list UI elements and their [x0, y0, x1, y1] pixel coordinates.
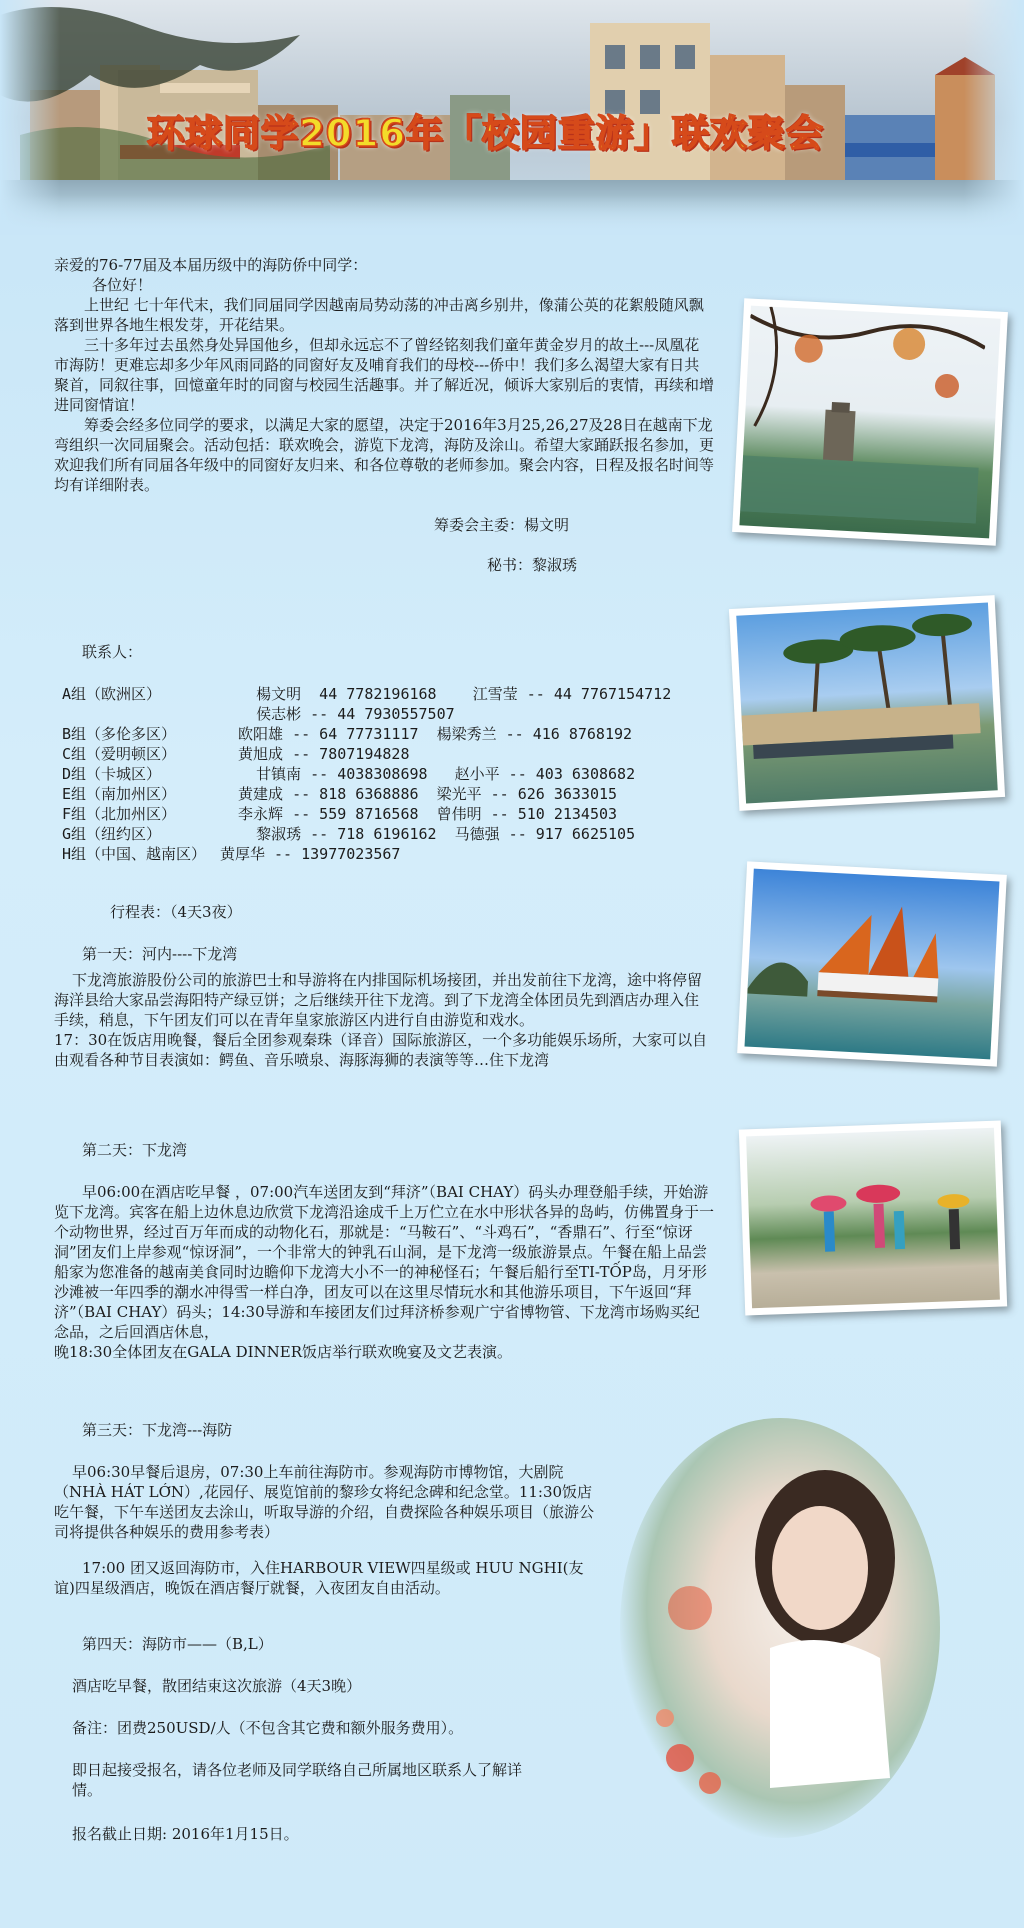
day-paragraph: 早06:00在酒店吃早餐 ，07:00汽车送团友到“拜济”（BAI CHAY）码头办理登船手续，开始游览下龙湾。宾客在船上边休息边欣赏下龙湾沿途成千上万伫立在水中形状各异的岛屿，仿佛置身于一个动物世界，经过百万年而成的动物化石，那就是：“马鞍石”、“斗鸡石”，“香鼎石”、行至“惊讶洞”团友们上岸参观“惊讶洞”，一个非常大的钟乳石山洞，是下龙湾一级旅游景点。午餐在船上品尝船家为您准备的越南美食同时边瞻仰下龙湾大小不一的神秘怪石；午餐后船行至TI-TỐP岛，月牙形沙滩被一年四季的潮水冲得雪一样白净，团友可以在这里尽情玩水和其他游乐项目，下午返回“拜济”（BAI CHAY）码头；14:30导游和车接团友们过拜济桥参观广宁省博物管、下龙湾市场购买纪念品，之后回酒店休息， [54, 1183, 715, 1341]
contact-row: H组（中国、越南区） 黄厚华 -- 13977023567 [62, 845, 401, 863]
day3-section [54, 1420, 599, 1598]
deadline-note: 报名截止日期: 2016年1月15日。 [72, 1825, 299, 1843]
day-title: 第一天：河内----下龙湾 [82, 945, 238, 963]
signup-note: 即日起接受报名，请各位老师及同学联络自己所属地区联系人了解详情。 [72, 1761, 523, 1799]
day1-section [54, 944, 709, 1070]
letter-paragraph: 筹委会经多位同学的要求，以满足大家的愿望，决定于2016年3月25,26,27及28日在越南下龙弯组织一次同届聚会。活动包括：联欢晚会，游览下龙湾，海防及涂山。希望大家踊跃报名参加，更欢迎我们所有同届各年级中的同窗好友归来、和各位尊敬的老师参加。聚会内容，日程及报名时间等均有详细附表。 [54, 416, 715, 494]
contact-row: B组（多伦多区） 欧阳雄 -- 64 77731117 楊梁秀兰 -- 416 8768192 [62, 725, 633, 743]
day-paragraph: 早06:30早餐后退房，07:30上车前往海防市。参观海防市博物馆，大剧院（NHÀ HÁT LỚN）,花园仔、展览馆前的黎珍女将纪念碑和纪念堂。11:30饭店吃午餐，下午车送团友去涂山，听取导游的介绍，自费探险各种娱乐项目（旅游公司将提供各种娱乐的费用参考表） [54, 1463, 595, 1541]
itinerary-heading: 行程表：（4天3夜） [110, 903, 242, 921]
contacts-list [62, 684, 671, 864]
day-paragraph: 酒店吃早餐，散团结束这次旅游（4天3晚） [72, 1677, 362, 1695]
temple-lake-photo [732, 298, 1008, 545]
day-title: 第四天：海防市——（B,L） [82, 1635, 273, 1653]
salutation: 亲爱的76-77届及本届历级中的海防侨中同学： [54, 256, 368, 274]
contact-row: E组（南加州区） 黄建成 -- 818 6368886 梁光平 -- 626 3633015 [62, 785, 618, 803]
committee-chair: 筹委会主委：楊文明 [434, 516, 570, 534]
junk-boat-photo [737, 861, 1007, 1066]
fee-note: 备注：团费250USD/人（不包含其它费和额外服务费用）。 [72, 1719, 464, 1737]
beach-walk-photo [739, 1120, 1007, 1315]
contact-row: C组（爱明顿区） 黄旭成 -- 7807194828 [62, 745, 410, 763]
day-paragraph: 17：30在饭店用晚餐，餐后全团参观秦珠（译音）国际旅游区，一个多功能娱乐场所，大家可以自由观看各种节目表演如：鳄鱼、音乐喷泉、海豚海狮的表演等等…住下龙湾 [54, 1031, 708, 1069]
letter-paragraph: 上世纪 七十年代末，我们同届同学因越南局势动荡的冲击离乡别井，像蒲公英的花絮般随风飘落到世界各地生根发芽，开花结果。 [54, 296, 704, 334]
contacts-heading: 联系人： [82, 643, 143, 661]
header-banner [0, 0, 1024, 235]
greeting: 各位好！ [92, 276, 153, 294]
city-skyline-image [0, 0, 1024, 195]
committee-secretary: 秘书：黎淑琇 [487, 556, 578, 574]
day-title: 第二天：下龙湾 [82, 1141, 188, 1159]
day-paragraph: 晚18:30全体团友在GALA DINNER饭店举行联欢晚宴及文艺表演。 [54, 1343, 513, 1361]
day-paragraph: 17:00 团又返回海防市，入住HARBOUR VIEW四星级或 HUU NGHI(友谊)四星级酒店，晚饭在酒店餐厅就餐，入夜团友自由活动。 [54, 1559, 584, 1597]
day-paragraph: 下龙湾旅游股份公司的旅游巴士和导游将在内排国际机场接团，并出发前往下龙湾，途中将停留海洋县给大家品尝海阳特产绿豆饼；之后继续开往下龙湾。到了下龙湾全体团员先到酒店办理入住手续，稍息，下午团友们可以在青年皇家旅游区内进行自由游览和戏水。 [54, 971, 703, 1029]
page-title: 环球同学2016年「校园重游」联欢聚会 [147, 112, 824, 155]
letter-paragraph: 三十多年过去虽然身处异国他乡，但却永远忘不了曾经铭刻我们童年黄金岁月的故土---凤凰花市海防！更难忘却多少年风雨同路的同窗好友及哺育我们的母校---侨中！我们多么渴望大家有日共聚首，同叙往事，回憶童年时的同窗与校园生活趣事。并了解近况，倾诉大家别后的衷情，再续和增进同窗情谊！ [54, 336, 715, 414]
palm-harbor-photo [729, 595, 1005, 811]
contact-row: A组（欧洲区） 楊文明 44 7782196168 江雪莹 -- 44 7767154712 [62, 685, 672, 703]
day4-section [54, 1634, 574, 1844]
contact-row: 侯志彬 -- 44 7930557507 [220, 705, 455, 723]
day-title: 第三天：下龙湾---海防 [82, 1421, 233, 1439]
contact-row: F组（北加州区） 李永辉 -- 559 8716568 曾伟明 -- 510 2134503 [62, 805, 618, 823]
contact-row: D组（卡城区） 甘镇南 -- 4038308698 赵小平 -- 403 6308682 [62, 765, 636, 783]
ao-dai-portrait-photo [620, 1418, 940, 1838]
day2-section [54, 1140, 714, 1362]
letter-body [54, 255, 714, 575]
contact-row: G组（纽约区） 黎淑琇 -- 718 6196162 马德强 -- 917 6625105 [62, 825, 636, 843]
